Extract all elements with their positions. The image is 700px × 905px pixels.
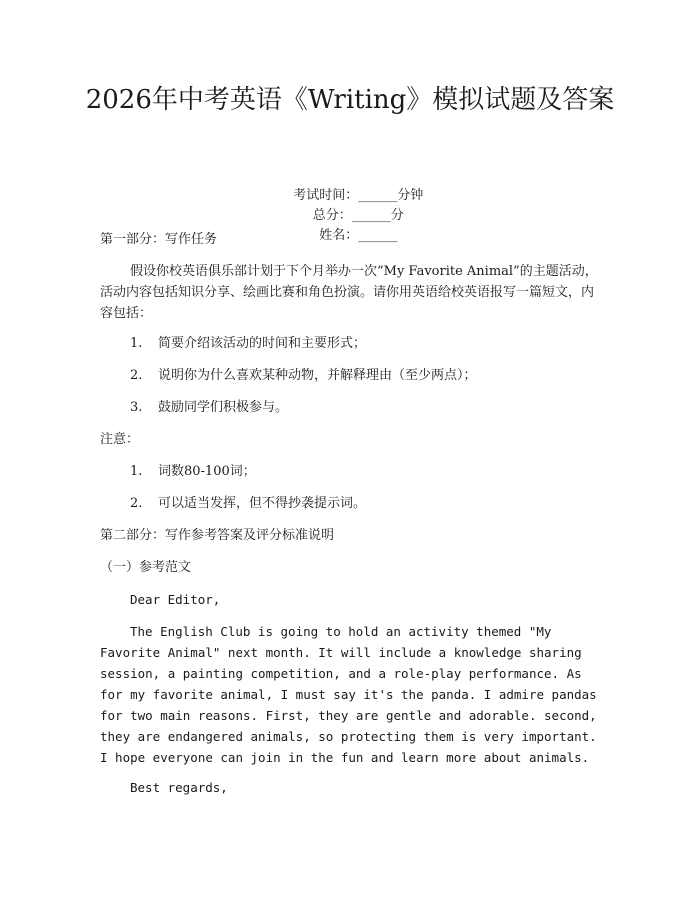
part1-heading: 第一部分：写作任务 (100, 232, 218, 247)
letter-closing: Best regards, (130, 780, 228, 795)
student-name-label: 姓名： (319, 228, 359, 243)
total-score-blank: ______分 (351, 208, 404, 223)
total-score-label: 总分： (312, 208, 352, 223)
note-number: 2. (130, 496, 143, 511)
exam-time-blank: ______分钟 (358, 188, 424, 203)
letter-greeting: Dear Editor, (130, 592, 221, 607)
exam-time-field (293, 188, 423, 203)
requirement-number: 1. (130, 336, 143, 351)
note-text: 词数80-100词； (158, 464, 256, 479)
note-number: 1. (130, 464, 143, 479)
requirement-item (100, 333, 635, 354)
note-item (100, 493, 635, 514)
page-title: 2026年中考英语《Writing》模拟试题及答案 (85, 85, 615, 115)
note-item (100, 461, 635, 482)
notes-heading: 注意： (100, 432, 140, 447)
requirement-text: 鼓励同学们积极参与。 (158, 400, 289, 415)
requirement-number: 3. (130, 400, 143, 415)
sample-essay-heading: （一）参考范文 (100, 560, 192, 575)
total-score-field (313, 208, 404, 223)
exam-info-row (0, 166, 700, 266)
requirement-item (100, 365, 635, 386)
requirement-number: 2. (130, 368, 143, 383)
letter-body: The English Club is going to hold an activity themed "My Favorite Animal" next month. It will include a knowledge sharing session, a painting competition, and a role-play performance. As for my favorite animal, I must say it's the panda. I admire pandas for two main reasons. First, they are gentle and adorable. second, they are endangered animals, so protecting them is very important. I hope everyone can join in the fun and learn more about animals. (100, 624, 597, 765)
note-text: 可以适当发挥，但不得抄袭提示词。 (158, 496, 367, 511)
exam-time-label: 考试时间： (293, 188, 359, 203)
student-name-blank: ______ (358, 228, 398, 243)
requirement-text: 说明你为什么喜欢某种动物，并解释理由（至少两点）； (158, 368, 477, 383)
requirement-text: 简要介绍该活动的时间和主要形式； (158, 336, 367, 351)
requirement-item (100, 397, 635, 418)
part2-heading: 第二部分：写作参考答案及评分标准说明 (100, 528, 335, 543)
task-intro-paragraph: 假设你校英语俱乐部计划于下个月举办一次“My Favorite Animal”的主题活动，活动内容包括知识分享、绘画比赛和角色扮演。请你用英语给校英语报写一篇短文，内容包括： (100, 264, 598, 321)
